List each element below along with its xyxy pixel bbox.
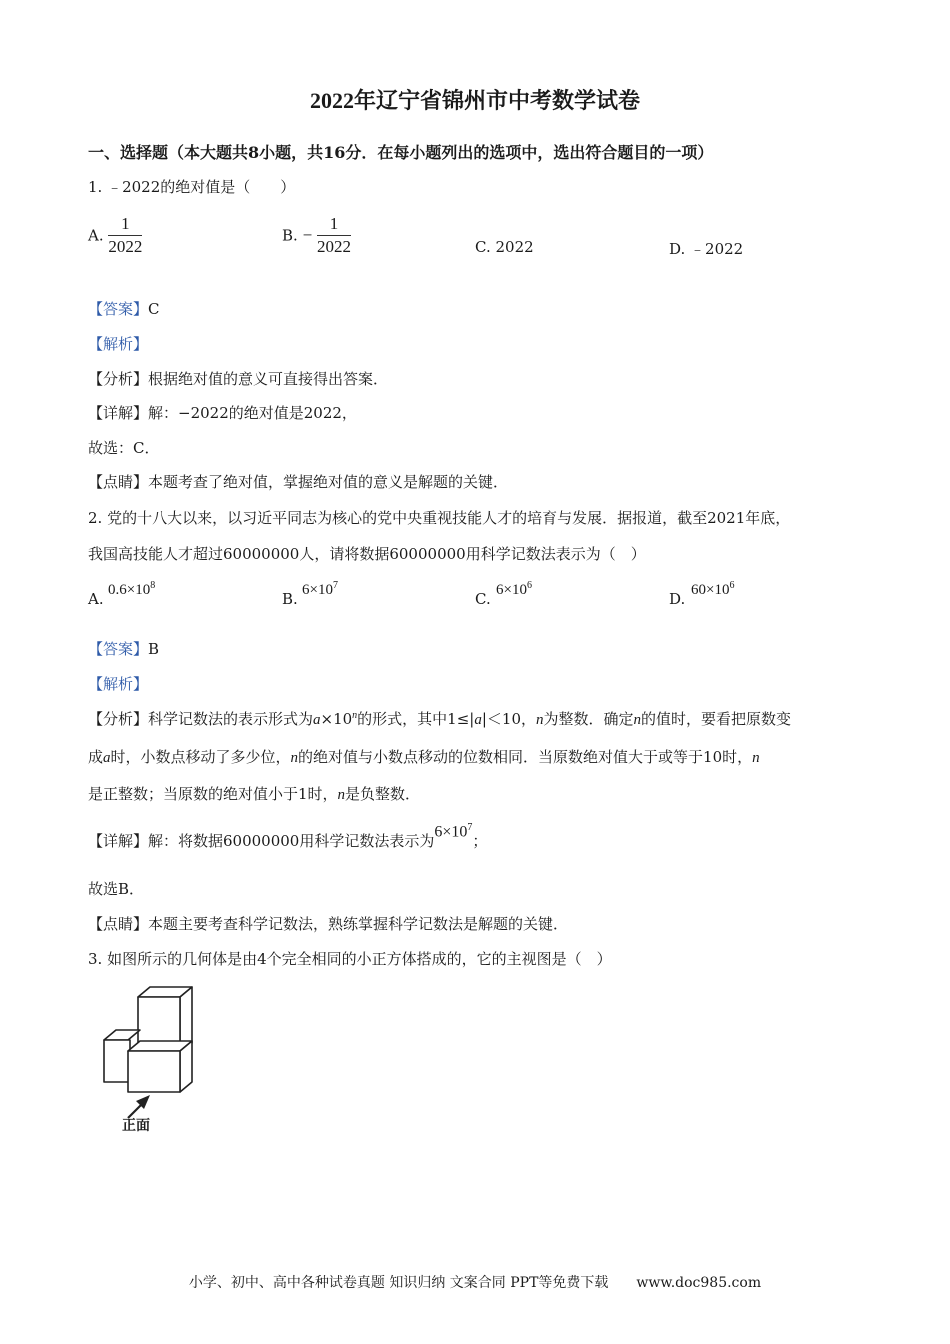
q3-stem: 3. 如图所示的几何体是由4个完全相同的小正方体搭成的，它的主视图是（ ） [88,950,612,968]
q1-jiexi: 【解析】 [88,335,149,353]
q2-xiangjie-end: ； [472,832,488,850]
q1-option-a-label: A. [88,226,104,245]
q2-answer-value: B [148,640,160,658]
q2-fenxi1-f: 的值时，要看把原数变 [641,710,792,728]
page-title: 2022年辽宁省锦州市中考数学试卷 [309,88,640,113]
q2-guxuan: 故选B． [88,880,145,898]
q2-fenxi1-a: 【分析】科学记数法的表示形式为 [88,710,314,728]
q2-option-c-label: C. [475,590,491,608]
q2-fenxi2-m2: n [290,750,299,766]
q1-option-a [88,214,142,257]
q2-fenxi1-d: |＜10， [481,710,536,728]
q1-option-b-fraction [317,214,351,257]
q2-option-d-label: D. [669,590,686,608]
q2-option-d-exponent: 6 [729,580,735,591]
page-footer: 小学、初中、高中各种试卷真题 知识归纳 文案合同 PPT等免费下载 www.doc985.com [188,1275,762,1291]
q2-fenxi1-b: ×10 [320,710,353,728]
q1-option-a-numerator: 1 [108,214,142,236]
q1-option-b-numerator: 1 [317,214,351,236]
q2-fenxi1-exp: n [352,710,358,721]
q2-xiangjie-expression [434,822,472,841]
q1-xiangjie: 【详解】解：−2022的绝对值是2022， [88,404,357,422]
q2-answer-tag: 【答案】 [88,640,149,658]
q2-dianjing: 【点睛】本题主要考查科学记数法，熟练掌握科学记数法是解题的关键． [88,915,569,933]
q2-xiangjie-base: 6×10 [434,823,468,840]
q1-answer-value: C [148,300,160,318]
q2-xiangjie-exp: 7 [467,821,473,833]
q3-cube-figure [100,985,200,1140]
q1-fenxi: 【分析】根据绝对值的意义可直接得出答案． [88,370,389,388]
q1-option-a-denominator: 2022 [108,237,143,256]
q2-fenxi3-a: 是正整数；当原数的绝对值小于1时， [88,785,338,803]
q2-option-b-base: 6×10 [302,582,333,598]
section-heading: 一、选择题（本大题共8小题，共16分．在每小题列出的选项中，选出符合题目的一项） [88,143,714,162]
q1-option-b-label: B. [282,226,298,245]
q2-fenxi-line2 [88,746,760,767]
q1-option-b-denominator: 2022 [316,237,351,256]
q2-option-c-exponent: 6 [526,580,532,591]
q1-option-b [282,214,351,257]
q2-stem-line2: 我国高技能人才超过60000000人，请将数据60000000用科学记数法表示为（ ） [88,545,646,563]
q2-fenxi2-m: a [103,750,111,766]
q2-stem-line1: 2. 党的十八大以来，以习近平同志为核心的党中央重视技能人才的培育与发展．据报道，截至2021年底， [88,509,791,527]
q2-jiexi: 【解析】 [88,675,149,693]
cube-left-top-face [104,1030,140,1040]
q2-option-b-expression [302,580,338,599]
q1-option-b-sign: − [302,225,313,245]
q2-option-c-base: 6×10 [496,582,527,598]
q1-option-a-fraction [108,214,142,257]
q1-guxuan: 故选：C． [88,439,160,457]
q1-option-d: D. ﹣2022 [669,240,744,258]
q3-figure-label: 正面 [122,1118,150,1134]
q1-option-c: C. 2022 [475,238,534,256]
q1-stem: 1. ﹣2022的绝对值是（ ） [88,178,296,196]
q2-xiangjie-text: 【详解】解：将数据60000000用科学记数法表示为 [88,832,435,850]
q2-fenxi2-c: 的绝对值与小数点移动的位数相同．当原数绝对值大于或等于10时， [298,748,753,766]
q2-answer [88,638,159,659]
q2-option-b-exponent: 7 [332,580,338,591]
q2-fenxi1-m3: n [536,712,544,728]
q2-option-a-base: 0.6×10 [108,582,151,598]
cube-front-right-face [180,1041,192,1092]
q1-answer-tag: 【答案】 [88,300,149,318]
q2-fenxi-line3 [88,783,420,804]
q2-option-d-base: 60×10 [691,582,730,598]
q2-fenxi3-m: n [337,787,346,803]
q1-dianjing: 【点睛】本题考查了绝对值，掌握绝对值的意义是解题的关键． [88,473,509,491]
q2-fenxi-line1 [88,708,791,729]
q2-option-b-label: B. [282,590,298,608]
q2-fenxi2-m3: n [752,750,760,766]
q2-option-c-expression [496,580,532,599]
cube-front-face [128,1051,180,1092]
q2-fenxi1-m2: a [474,712,482,728]
q2-fenxi3-b: 是负整数． [345,785,421,803]
q2-option-d-expression [691,580,734,599]
q2-fenxi2-a: 成 [88,748,104,766]
q2-fenxi1-m: a [313,712,321,728]
q2-fenxi1-c: 的形式，其中1≤| [357,710,475,728]
q2-option-a-exponent: 8 [150,580,156,591]
q2-xiangjie [88,821,488,851]
cube-left-front-face [104,1040,130,1082]
q2-fenxi1-m4: n [633,712,642,728]
q2-option-a-label: A. [88,590,104,608]
q2-fenxi2-b: 时，小数点移动了多少位， [110,748,291,766]
q1-answer [88,298,160,319]
q2-option-a-expression [108,580,155,599]
q2-fenxi1-e: 为整数．确定 [543,710,634,728]
